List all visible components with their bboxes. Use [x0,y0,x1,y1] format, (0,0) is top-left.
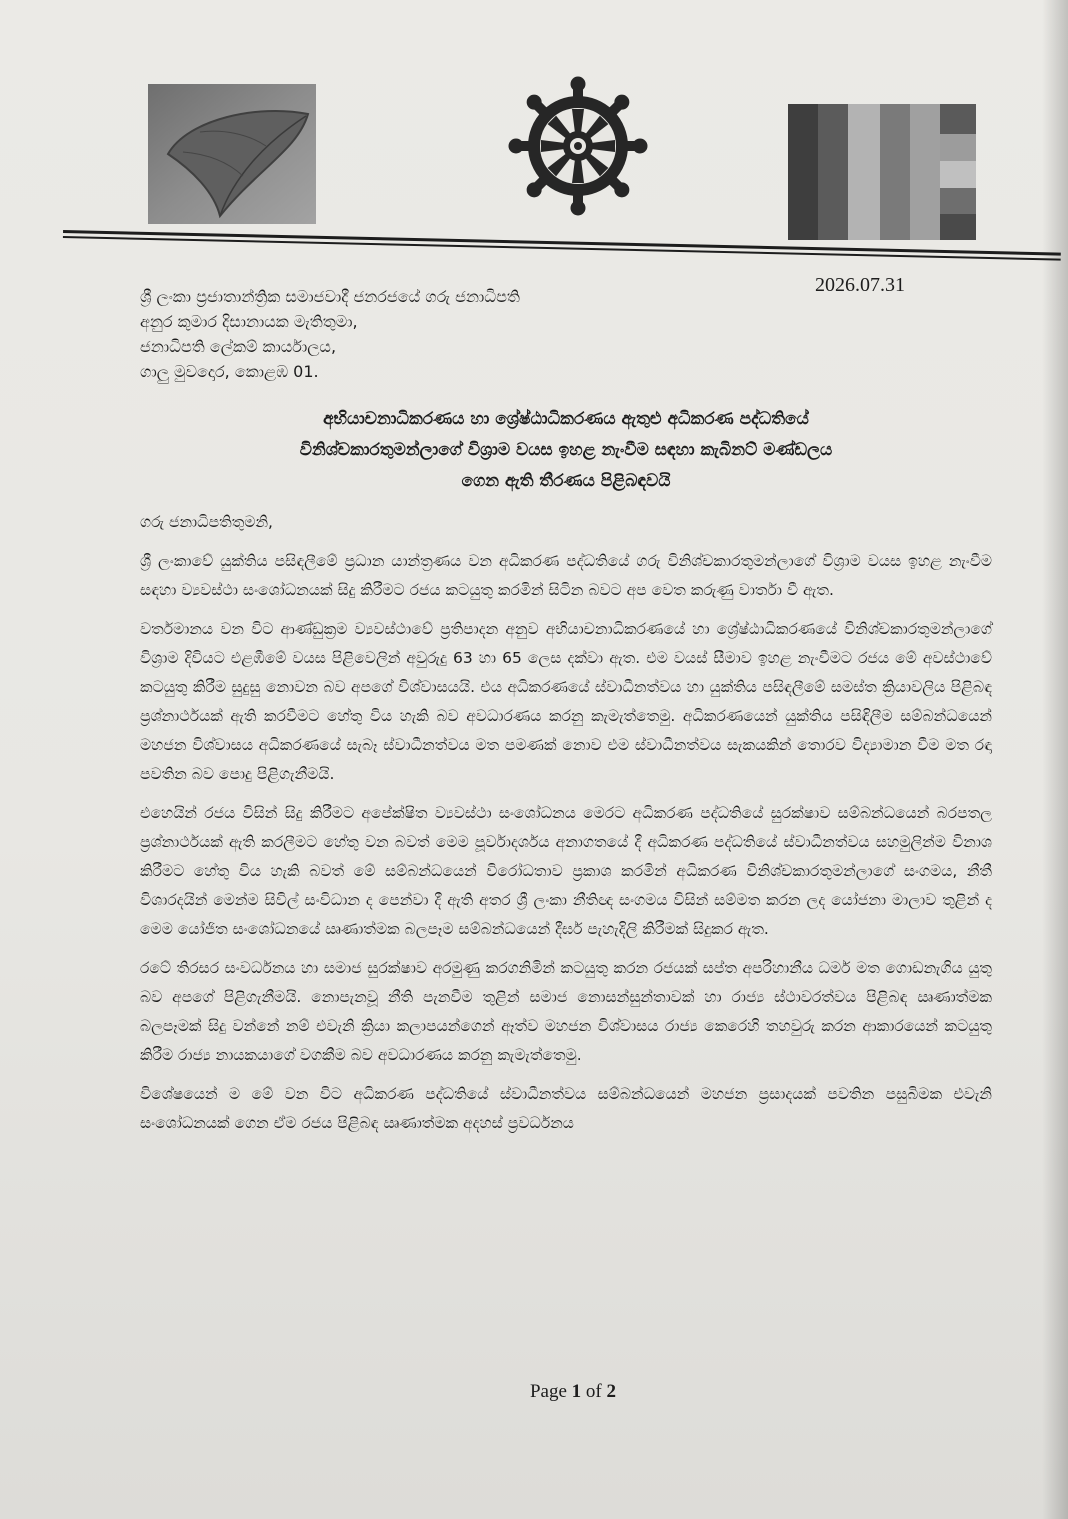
page-number [473,1380,673,1404]
letter-date: 2026.07.31 [815,274,905,296]
body-paragraph: වර්තමානය වන විට ආණ්ඩුක්‍රම ව්‍යවස්ථාවේ ප්‍රතිපාදන අනුව අභියාචනාධිකරණයේ හා ශ්‍රේෂ්ඨාධිකරණයේ විනිශ්චකාරතුමන්ලාගේ විශ්‍රාම දිවියට එළඹීමේ වයස පිළිවෙලින් අවුරුදු 63 හා 65 ලෙස දක්වා ඇත. එම වයස් සීමාව ඉහළ නැංවීමට රජය මේ අවස්ථාවේ කටයුතු කිරීම සුදුසු නොවන බව අපගේ විශ්වාසයයි. එය අධිකරණයේ ස්වාධීනත්වය හා යුක්තිය පසිඳලීමේ සමස්ත ක්‍රියාවලිය පිළිබඳ ප්‍රශ්නාර්ථයක් ඇති කරවීමට හේතු විය හැකි බව අවධාරණය කරනු කැමැත්තෙමු. අධිකරණයෙන් යුක්තිය පසිඳිලීම සම්බන්ධයෙන් මහජන විශ්වාසය අධිකරණයේ සැබෑ ස්වාධීනත්වය මත පමණක් නොව එම ස්වාධීනත්වය සැකයකින් තොරව විද්‍යාමාන වීම මත රඳා පවතින බව පොදු පිළිගැනීමයි. [140,620,992,783]
flag-graphic [788,104,976,240]
flag-block [940,214,976,240]
bodhi-leaf-graphic [148,84,316,224]
recipient-address [140,284,780,384]
bodhi-leaf-image [148,84,316,224]
body-paragraph: එහෙයින් රජය විසින් සිදු කිරීමට අපේක්ෂිත ව්‍යවස්ථා සංශෝධනය මෙරට අධිකරණ පද්ධතියේ සුරක්ෂාව සම්බන්ධයෙන් බරපතල ප්‍රශ්නාර්ථයක් ඇති කරලීමට හේතු වන බවත් මෙම පූර්වාදර්ශය අනාගතයේ දී අධිකරණ පද්ධතියේ ස්වාධීනත්වය සහමුලින්ම විනාශ කිරීමට හේතු විය හැකි බවත් මේ සම්බන්ධයෙන් විරෝධතාව ප්‍රකාශ කරමින් අධිකරණ විනිශ්චකාරතුමන්ලාගේ සංගමය, නීතී විශාරදයින් මෙන්ම සිවිල් සංවිධාන ද පෙන්වා දී ඇති අතර ශ්‍රී ලංකා නීතිඥ සංගමය විසින් සම්මත කරන ලද යෝජනා මාලාව තුළින් ද මෙම යෝජිත සංශෝධනයේ ඍණාත්මක බලපෑම සම්බන්ධයෙන් දීර්ඝ පැහැදිලි කිරීමක් සිදුකර ඇත. [140,804,992,938]
flag-stripe [910,104,940,240]
current-page: 1 [571,1381,582,1402]
wheel-hub-center [574,142,582,150]
page-word: Page [529,1381,567,1402]
flag-block [940,188,976,214]
flag-stripe [788,104,818,240]
dharma-wheel-graphic [503,71,653,221]
body-paragraph: රටේ තිරසර සංවර්ධනය හා සමාජ සුරක්ෂාව අරමුණු කරගනිමින් කටයුතු කරන රජයක් සප්ත අපරිහානීය ධර්ම මත ගොඩනැගිය යුතු බව අපගේ පිළිගැනීමයි. නොපැනවූ නීති පැනවීම තුළින් සමාජ නොසන්සුන්තාවක් හා රාජ්‍ය ස්ථාවරත්වය පිළිබඳ ඍණාත්මක බලපෑමක් සිදු වන්නේ නම් එවැනි ක්‍රියා කලාපයන්ගෙන් ඈත්ව මහජන විශ්වාසය රාජ්‍ය කෙරෙහි තහවුරු කරන ආකාරයෙන් කටයුතු කිරීම රාජ්‍ය නායකයාගේ වගකීම බව අවධාරණය කරනු කැමැත්තෙමු. [140,959,992,1064]
body-paragraph: විශේෂයෙන් ම මේ වන විට අධිකරණ පද්ධතියේ ස්වාධීනත්වය සම්බන්ධයෙන් මහජන ප්‍රසාදයක් පවතින පසුබිමක එවැනි සංශෝධනයක් ගෙන ඒම රජය පිළිබඳ ඍණාත්මක අදහස් ප්‍රවර්ධනය [140,1085,992,1132]
letter-body [140,508,992,1148]
flag-block [940,161,976,188]
body-paragraph: ශ්‍රී ලංකාවේ යුක්තිය පසිඳලීමේ ප්‍රධාන යාන්ත්‍රණය වන අධිකරණ පද්ධතියේ ගරු විනිශ්චකාරතුමන්ලාගේ විශ්‍රාම වයස ඉහළ නැංවීම සඳහා ව්‍යවස්ථා සංශෝධනයක් සිදු කිරීමට රජය කටයුතු කරමින් සිටින බවට අප වෙත කරුණු වාර්තා වී ඇත. [140,552,992,599]
paper-edge-shadow [1042,0,1068,1519]
subject-heading [140,404,992,497]
total-pages: 2 [606,1381,616,1402]
recipient-line: අනුර කුමාර දිසානායක මැතිතුමා, [140,312,358,331]
flag-stripe [818,104,848,240]
recipient-line: ගාලු මුවදොර, කොළඹ 01. [140,362,319,381]
salutation: ගරු ජනාධිපතිතුමනි, [140,513,273,531]
flag-stripe [848,104,880,240]
flag-block [940,104,976,134]
subject-line: ගෙන ඇති තීරණය පිළිබඳවයි [461,471,671,491]
subject-line: විනිශ්චකාරතුමන්ලාගේ විශ්‍රාම වයස ඉහළ නැංවීම සඳහා කැබිනට් මණ්ඩලය [299,440,833,460]
of-word: of [585,1381,602,1402]
flag-stripe [880,104,910,240]
flag-block [940,134,976,161]
buddhist-flag-image [788,104,976,240]
dharma-wheel-icon [503,71,653,221]
recipient-line: ජනාධිපති ලේකම් කාර්යාලය, [140,337,337,356]
subject-line: අභියාචනාධිකරණය හා ශ්‍රේෂ්ඨාධිකරණය ඇතුළු අධිකරණ පද්ධතියේ [323,409,809,429]
recipient-line: ශ්‍රී ලංකා ප්‍රජාතාන්ත්‍රික සමාජවාදී ජනරජයේ ගරු ජනාධිපති [140,287,520,306]
